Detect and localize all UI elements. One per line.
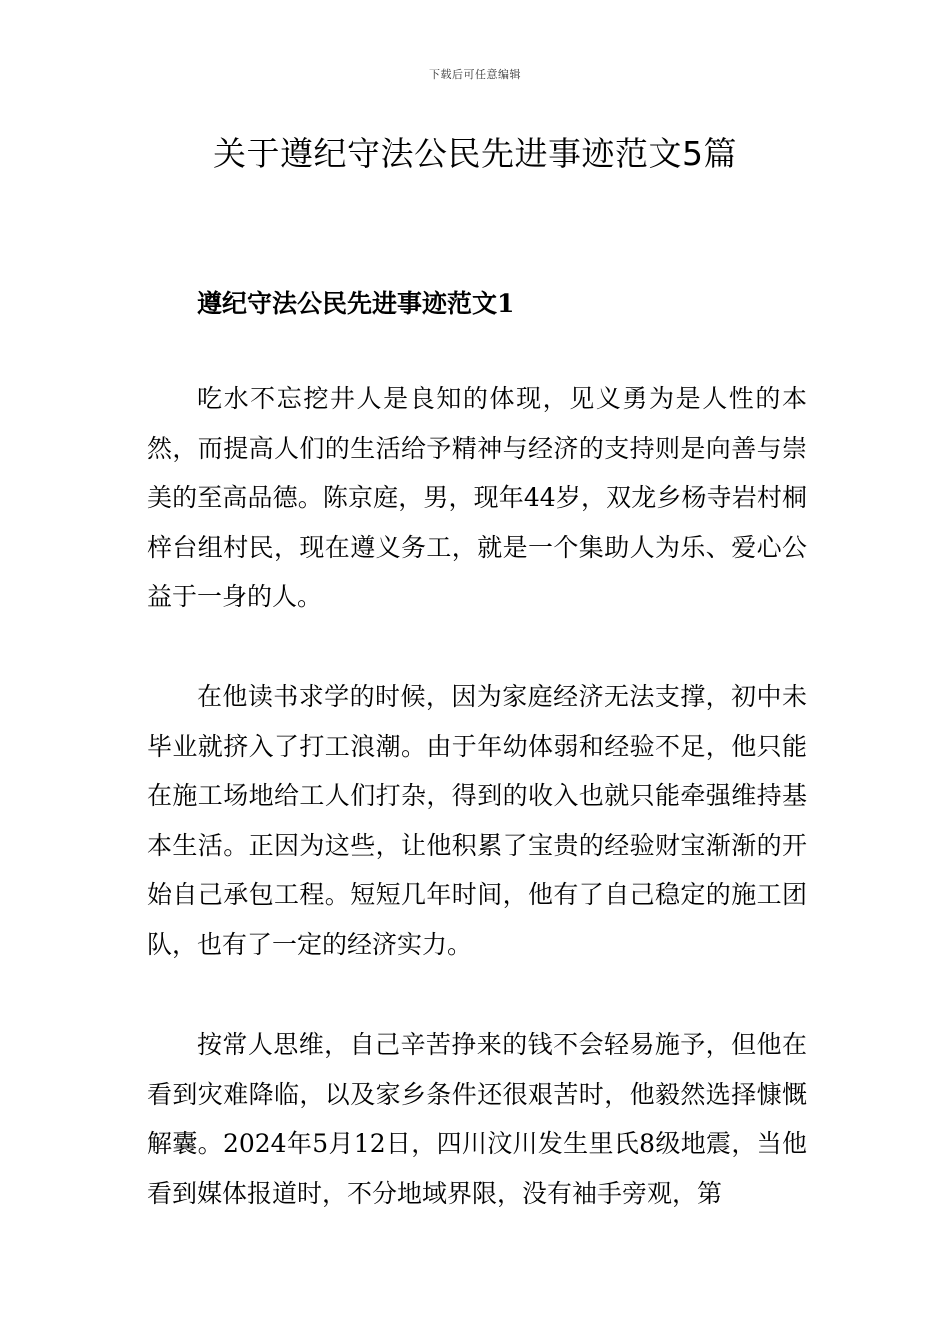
- body-paragraph-3: 按常人思维，自己辛苦挣来的钱不会轻易施予，但他在看到灾难降临，以及家乡条件还很艰苦时，他毅然选择慷慨解囊。2024年5月12日，四川汶川发生里氏8级地震，当他看到媒体报道时，不分地域界限，没有袖手旁观，第: [147, 1030, 807, 1208]
- body-paragraph-1: 吃水不忘挖井人是良知的体现，见义勇为是人性的本然，而提高人们的生活给予精神与经济的支持则是向善与崇美的至高品德。陈京庭，男，现年44岁，双龙乡杨寺岩村桐梓台组村民，现在遵义务工，就是一个集助人为乐、爱心公益于一身的人。: [147, 384, 807, 612]
- body-paragraph-2: 在他读书求学的时候，因为家庭经济无法支撑，初中未毕业就挤入了打工浪潮。由于年幼体弱和经验不足，他只能在施工场地给工人们打杂，得到的收入也就只能牵强维持基本生活。正因为这些，让他积累了宝贵的经验财宝渐渐的开始自己承包工程。短短几年时间，他有了自己稳定的施工团队，也有了一定的经济实力。: [147, 682, 807, 959]
- document-title: 关于遵纪守法公民先进事迹范文5篇: [213, 134, 737, 173]
- section-heading: 遵纪守法公民先进事迹范文1: [197, 289, 515, 318]
- header-note: 下载后可任意编辑: [429, 68, 521, 81]
